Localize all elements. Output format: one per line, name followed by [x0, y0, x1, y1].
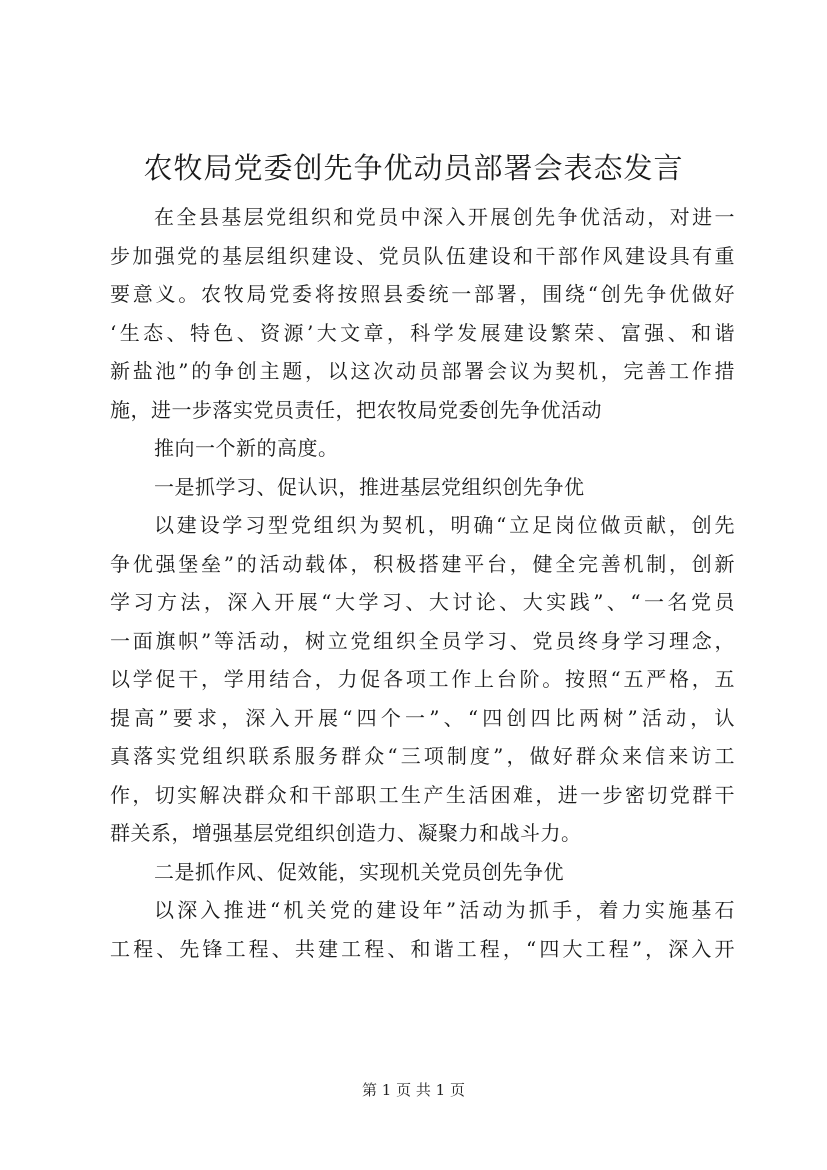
paragraph-line: 作，切实解决群众和干部职工生产生活困难，进一步密切党群干 [110, 782, 735, 807]
paragraph-line: 要意义。农牧局党委将按照县委统一部署，围绕“创先争优做好 [110, 282, 735, 306]
paragraph-line: 提高”要求，深入开展“四个一”、“四创四比两树”活动，认 [110, 705, 735, 730]
paragraph-line: ‘生态、特色、资源’大文章，科学发展建设繁荣、富强、和谐 [110, 320, 735, 345]
paragraph-line: 在全县基层党组织和党员中深入开展创先争优活动，对进一 [154, 205, 735, 229]
section-heading: 二是抓作风、促效能，实现机关党员创先争优 [154, 859, 564, 884]
paragraph-line: 一面旗帜”等活动，树立党组织全员学习、党员终身学习理念， [110, 628, 735, 653]
paragraph-line: 步加强党的基层组织建设、党员队伍建设和干部作风建设具有重 [110, 243, 735, 268]
paragraph-line: 真落实党组织联系服务群众“三项制度”，做好群众来信来访工 [110, 744, 735, 768]
page-footer: 第 1 页 共 1 页 [362, 1081, 465, 1099]
section-heading: 一是抓学习、促认识，推进基层党组织创先争优 [154, 474, 585, 499]
paragraph-line: 争优强堡垒”的活动载体，积极搭建平台，健全完善机制，创新 [110, 551, 735, 576]
document-title: 农牧局党委创先争优动员部署会表态发言 [143, 151, 684, 185]
paragraph-line: 工程、先锋工程、共建工程、和谐工程，“四大工程”，深入开 [110, 936, 735, 961]
paragraph-line: 新盐池”的争创主题，以这次动员部署会议为契机，完善工作措 [110, 359, 735, 383]
paragraph-line: 群关系，增强基层党组织创造力、凝聚力和战斗力。 [110, 821, 582, 845]
paragraph-line: 以深入推进“机关党的建设年”活动为抓手，着力实施基石 [154, 898, 735, 922]
document-body [110, 198, 735, 968]
paragraph-line: 以学促干，学用结合，力促各项工作上台阶。按照“五严格，五 [110, 667, 735, 691]
paragraph-line: 以建设学习型党组织为契机，明确“立足岗位做贡献，创先 [154, 513, 735, 537]
paragraph-line: 学习方法，深入开展“大学习、大讨论、大实践”、“一名党员 [110, 590, 735, 614]
paragraph-line: 施，进一步落实党员责任，把农牧局党委创先争优活动 [110, 397, 602, 422]
paragraph-line: 推向一个新的高度。 [154, 436, 339, 460]
